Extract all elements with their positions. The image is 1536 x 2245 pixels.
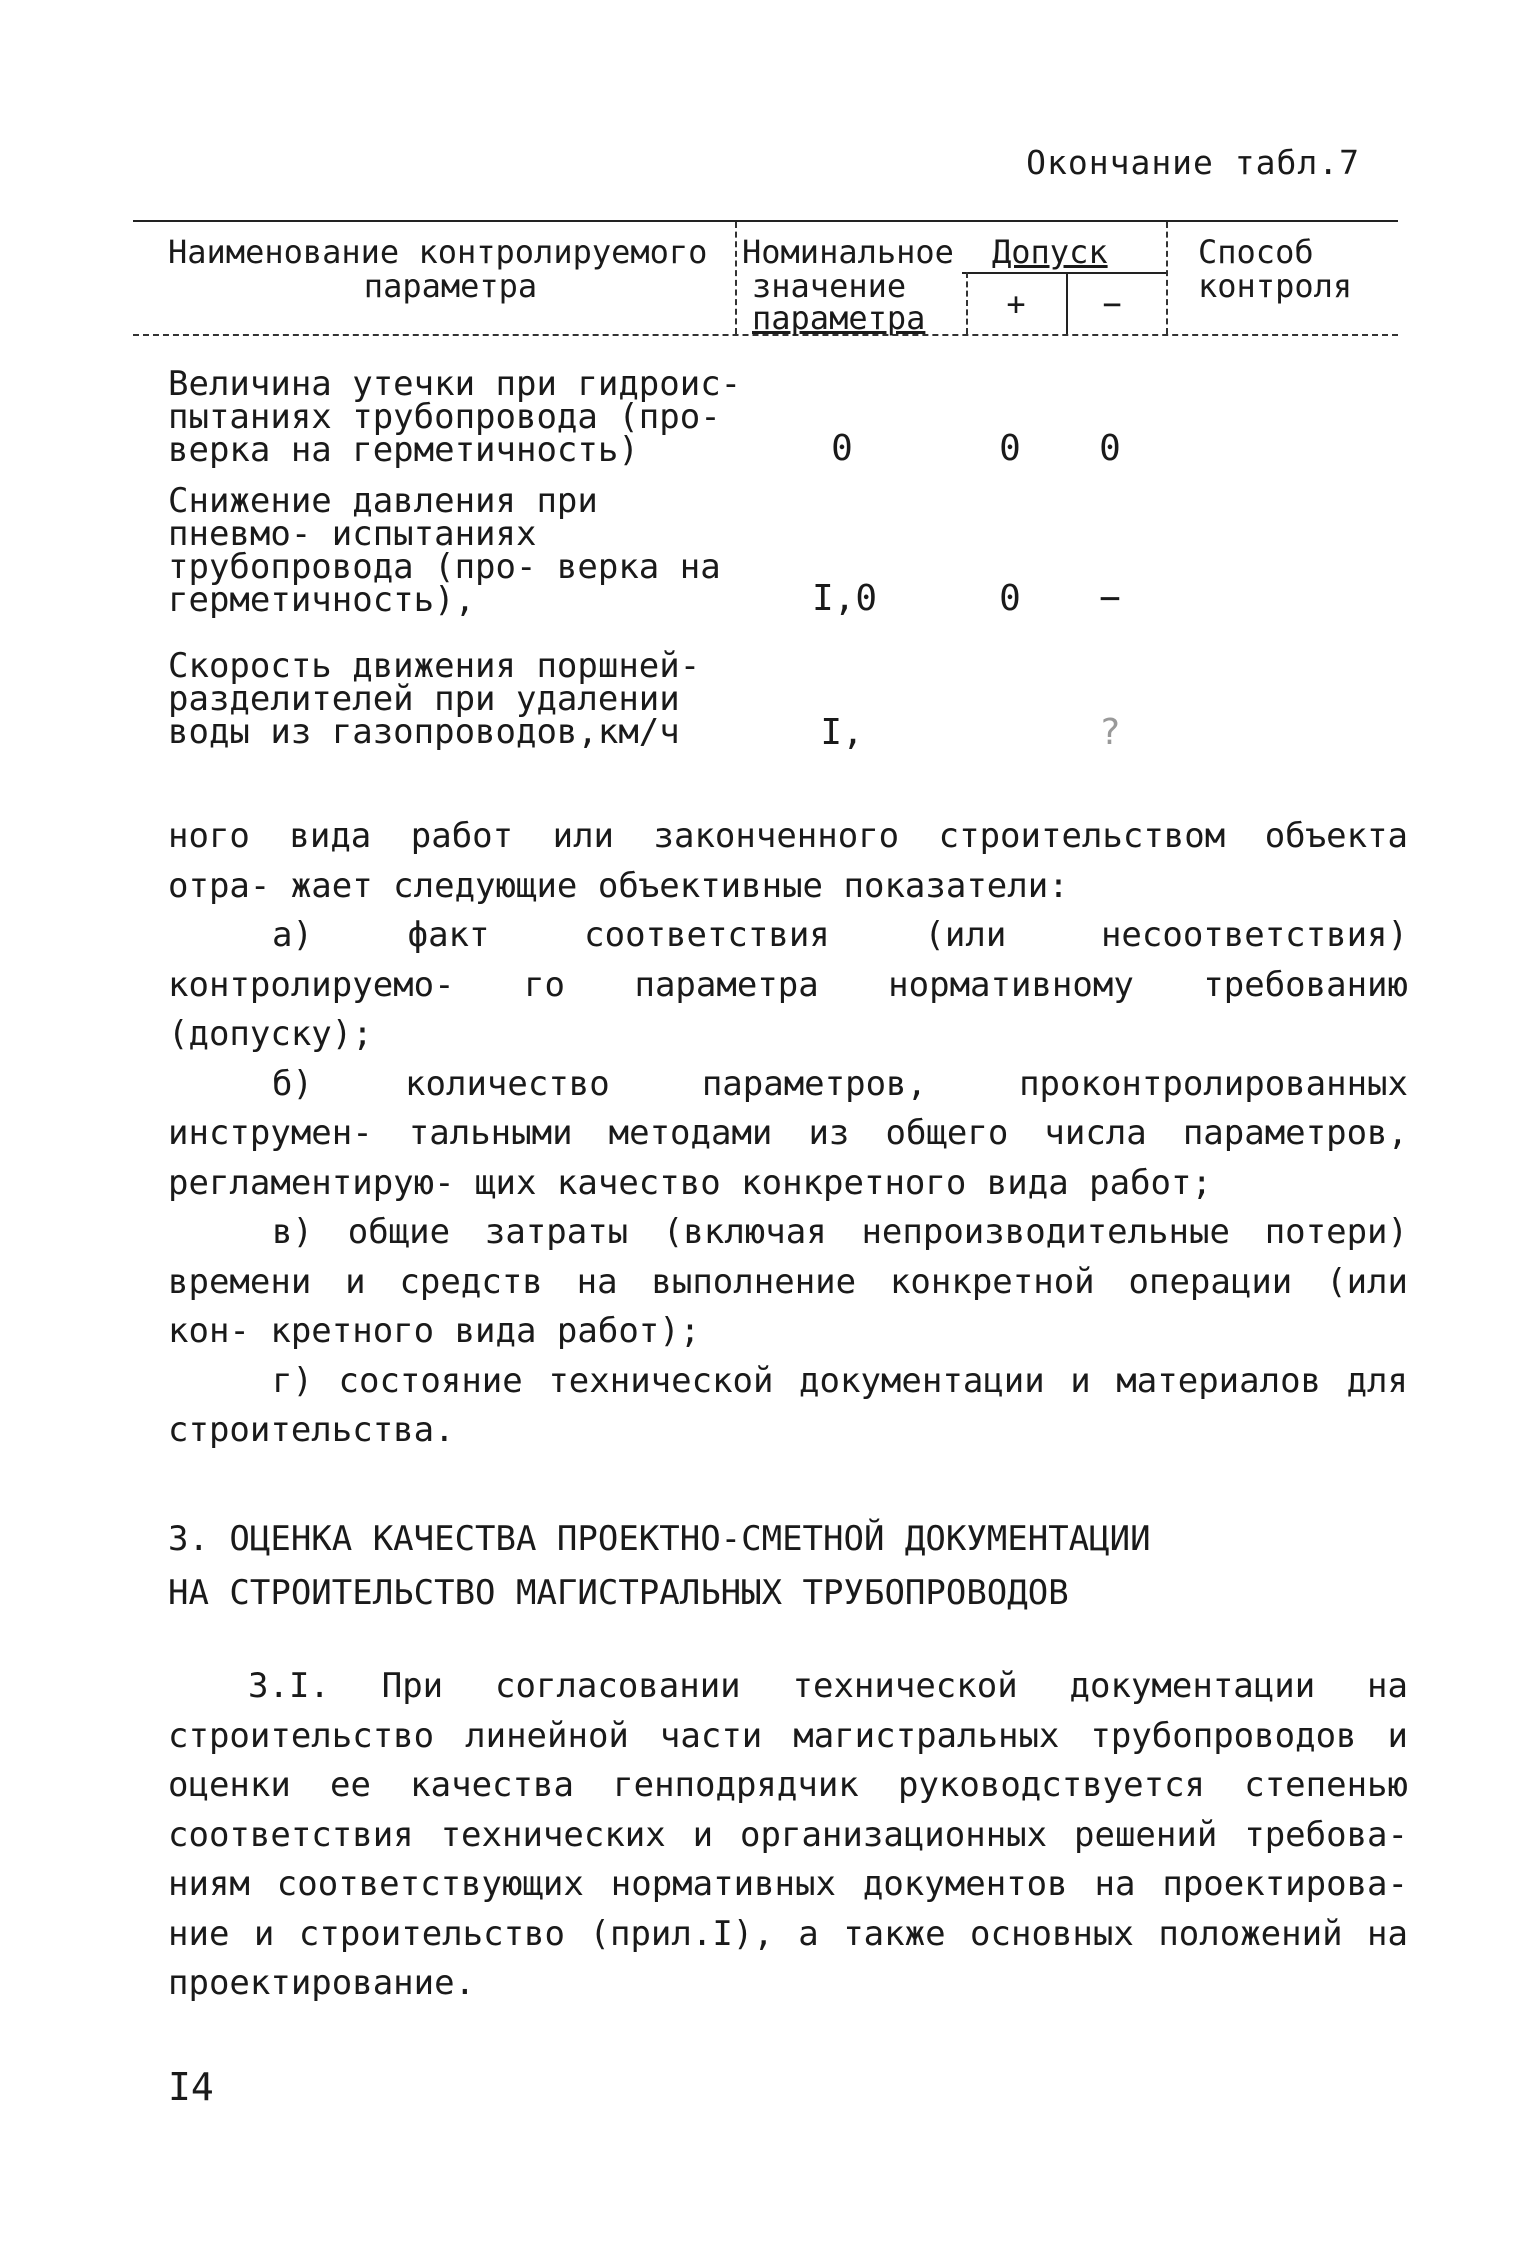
table-row-2-plus: 0 xyxy=(999,578,1021,619)
list-item-b: б) количество параметров, проконтролированных инструмен- тальными методами из общего числа параметров, регламентирую- щих качество конкретного вида работ; xyxy=(168,1063,1408,1203)
list-item-a: а) факт соответствия (или несоответствия) контролируемо- го параметра нормативному требованию (допуску); xyxy=(168,915,1408,1054)
table-row-3-nominal: I, xyxy=(820,712,864,753)
header-param-line2: параметра xyxy=(363,267,538,305)
table-caption: Окончание табл.7 xyxy=(1026,143,1360,182)
col-divider-3 xyxy=(1066,272,1068,334)
paragraph-3-1: 3.I. При согласовании технической документации на строительство линейной части магистральных трубопроводов и оценки ее качества генподрядчик руководствуется степенью соответствия технических и организационных решений требова- ниям соответствующих нормативных документов на проектирова- ние и строительство (прил.I), а также основных положений на проектирование. xyxy=(168,1666,1408,2003)
page-number: I4 xyxy=(168,2065,214,2109)
col-divider-2 xyxy=(966,272,968,334)
header-nominal-line3: параметра xyxy=(752,299,926,337)
table-row-3-name: Скорость движения поршней- разделителей при удалении воды из газопроводов,км/ч xyxy=(168,646,701,752)
table-row-2-name: Снижение давления при пневмо- испытаниях трубопровода (про- верка на герметичность), xyxy=(168,481,721,620)
table-row-1-nominal: 0 xyxy=(831,428,853,469)
header-plus: + xyxy=(1006,285,1026,323)
table-top-rule xyxy=(133,220,1398,222)
col-divider-4 xyxy=(1166,222,1168,334)
paragraph-intro: ного вида работ или законченного строительством объекта отра- жает следующие объективные показатели: xyxy=(168,816,1408,906)
section-paragraph xyxy=(168,1662,1408,2009)
table-row-2-nominal: I,0 xyxy=(812,578,878,619)
header-nominal-line2: значение xyxy=(752,267,907,305)
table-row-1-minus: 0 xyxy=(1099,428,1121,469)
table-row-1-name: Величина утечки при гидроис- пытаниях трубопровода (про- верка на герметичность) xyxy=(168,364,742,470)
header-minus: − xyxy=(1102,285,1122,323)
body-text xyxy=(168,812,1408,1456)
header-nominal-line1: Номинальное xyxy=(742,233,954,271)
list-item-d: г) состояние технической документации и материалов для строительства. xyxy=(168,1360,1408,1450)
section-heading-line1: 3. ОЦЕНКА КАЧЕСТВА ПРОЕКТНО-СМЕТНОЙ ДОКУМЕНТАЦИИ xyxy=(168,1519,1151,1559)
section-heading-line2: НА СТРОИТЕЛЬСТВО МАГИСТРАЛЬНЫХ ТРУБОПРОВОДОВ xyxy=(168,1573,1069,1613)
header-tolerance: Допуск xyxy=(992,233,1108,271)
table-row-3-minus: ? xyxy=(1099,712,1121,753)
list-item-c: в) общие затраты (включая непроизводительные потери) времени и средств на выполнение конкретной операции (или кон- кретного вида работ); xyxy=(168,1212,1408,1351)
table-row-2-minus: − xyxy=(1099,578,1121,619)
header-param-line1: Наименование контролируемого xyxy=(168,233,708,271)
tolerance-divider-rule xyxy=(962,272,1166,274)
header-method-line2: контроля xyxy=(1198,267,1353,305)
table-row-1-plus: 0 xyxy=(999,428,1021,469)
section-heading xyxy=(168,1512,1408,1620)
col-divider-1 xyxy=(735,222,737,334)
header-method-line1: Способ xyxy=(1198,233,1314,271)
